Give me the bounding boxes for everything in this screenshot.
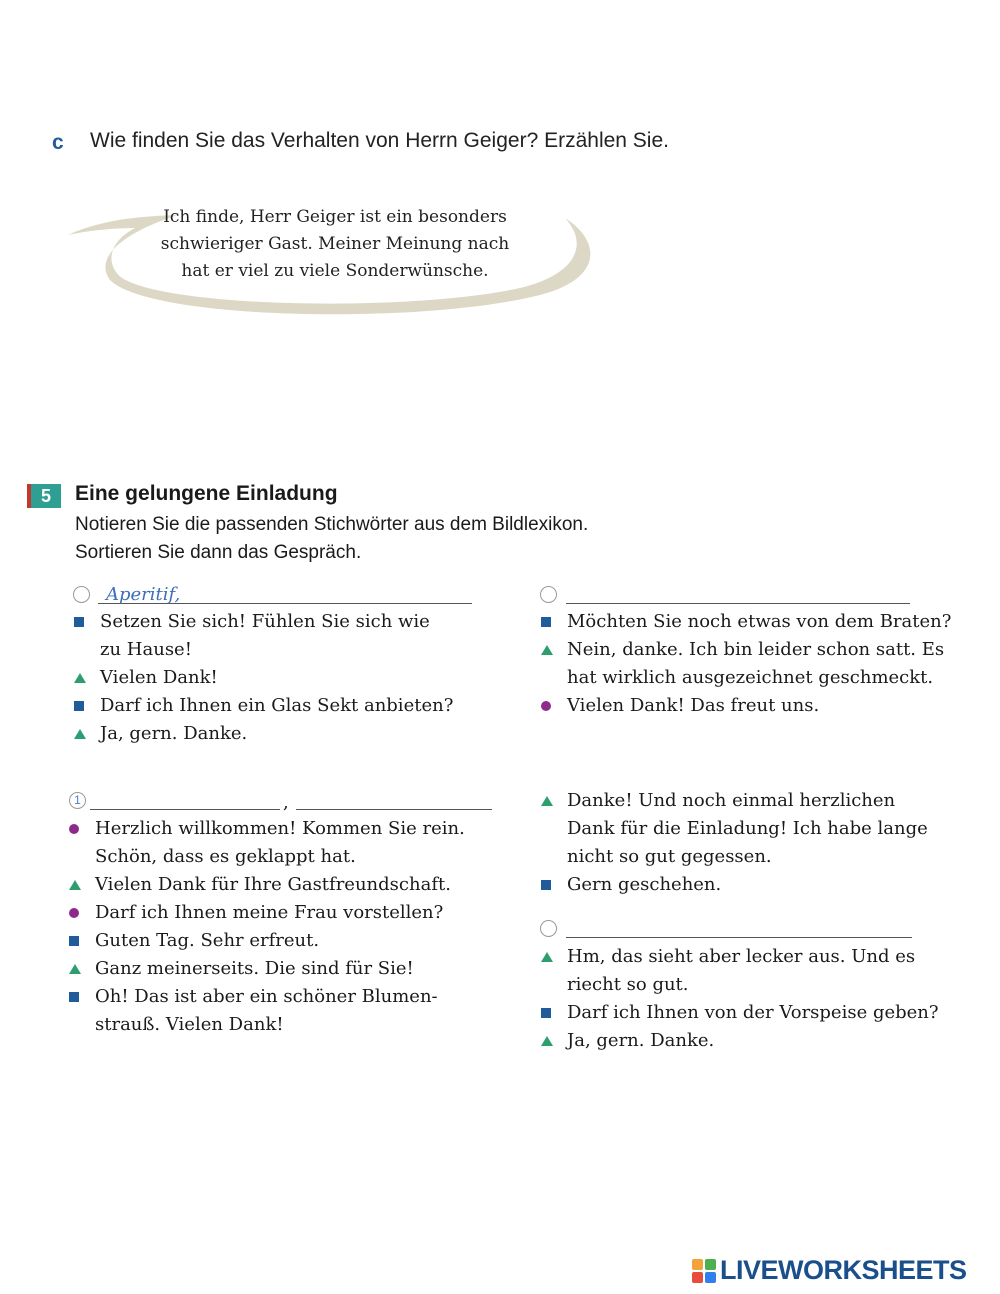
dialogue-line: Dank für die Einladung! Ich habe lange xyxy=(567,818,928,839)
order-circle-c[interactable]: 1 xyxy=(69,792,86,809)
triangle-marker-icon xyxy=(541,1036,553,1046)
dialogue-line: Ja, gern. Danke. xyxy=(74,720,453,748)
dialogue-line: riecht so gut. xyxy=(567,974,689,995)
triangle-marker-icon xyxy=(69,964,81,974)
logo-icon xyxy=(692,1259,716,1283)
dialogue-line: nicht so gut gegessen. xyxy=(567,846,772,867)
dialogue-block-c xyxy=(69,815,465,1039)
order-circle-e[interactable] xyxy=(540,920,557,937)
bubble-line: schwieriger Gast. Meiner Meinung nach xyxy=(160,234,510,254)
dialogue-block-b xyxy=(541,608,951,720)
answer-separator: , xyxy=(283,792,289,813)
dialogue-line: hat wirklich ausgezeichnet geschmeckt. xyxy=(567,667,934,688)
dialogue-block-a xyxy=(74,608,453,748)
square-marker-icon xyxy=(69,992,79,1002)
dialogue-line: Ja, gern. Danke. xyxy=(541,1027,939,1055)
logo-tile xyxy=(692,1272,703,1283)
logo-tile xyxy=(692,1259,703,1270)
square-marker-icon xyxy=(74,617,84,627)
bubble-line: hat er viel zu viele Sonderwünsche. xyxy=(181,261,489,281)
dialogue-line: Herzlich willkommen! Kommen Sie rein. xyxy=(69,815,465,843)
dot-marker-icon xyxy=(69,908,79,918)
dialogue-block-d xyxy=(541,787,928,899)
logo-tile xyxy=(705,1272,716,1283)
dialogue-line: Vielen Dank! xyxy=(74,664,453,692)
answer-line-c2[interactable] xyxy=(296,809,492,810)
triangle-marker-icon xyxy=(541,645,553,655)
dialogue-line: Gern geschehen. xyxy=(541,871,928,899)
instruction-line: Sortieren Sie dann das Gespräch. xyxy=(75,542,362,563)
exercise-number-badge: 5 xyxy=(27,484,61,508)
dialogue-line: Nein, danke. Ich bin leider schon satt. Es xyxy=(541,636,951,664)
dialogue-line: Vielen Dank! Das freut uns. xyxy=(541,692,951,720)
exercise-title: Eine gelungene Einladung xyxy=(75,482,338,505)
dialogue-line: zu Hause! xyxy=(100,639,192,660)
section-c-letter: c xyxy=(52,131,64,154)
liveworksheets-logo xyxy=(692,1255,967,1286)
triangle-marker-icon xyxy=(541,952,553,962)
logo-text: LIVEWORKSHEETS xyxy=(720,1255,967,1285)
section-c-question: Wie finden Sie das Verhalten von Herrn Geiger? Erzählen Sie. xyxy=(90,129,669,152)
dialogue-line: Oh! Das ist aber ein schöner Blumen- xyxy=(69,983,465,1011)
answer-line-b[interactable] xyxy=(566,603,910,604)
square-marker-icon xyxy=(541,1008,551,1018)
square-marker-icon xyxy=(69,936,79,946)
dialogue-line: Setzen Sie sich! Fühlen Sie sich wie xyxy=(74,608,453,636)
triangle-marker-icon xyxy=(74,729,86,739)
dialogue-line: Darf ich Ihnen meine Frau vorstellen? xyxy=(69,899,465,927)
speech-bubble-text xyxy=(140,204,530,285)
dialogue-line: Ganz meinerseits. Die sind für Sie! xyxy=(69,955,465,983)
exercise-instructions xyxy=(75,511,588,567)
square-marker-icon xyxy=(541,617,551,627)
square-marker-icon xyxy=(541,880,551,890)
dialogue-line: Vielen Dank für Ihre Gastfreundschaft. xyxy=(69,871,465,899)
answer-line-c1[interactable] xyxy=(90,809,280,810)
triangle-marker-icon xyxy=(74,673,86,683)
dialogue-line: Möchten Sie noch etwas von dem Braten? xyxy=(541,608,951,636)
dialogue-line: Darf ich Ihnen von der Vorspeise geben? xyxy=(541,999,939,1027)
dot-marker-icon xyxy=(69,824,79,834)
dialogue-block-e xyxy=(541,943,939,1055)
dialogue-line: Hm, das sieht aber lecker aus. Und es xyxy=(541,943,939,971)
dialogue-line: Danke! Und noch einmal herzlichen xyxy=(541,787,928,815)
logo-tile xyxy=(705,1259,716,1270)
dialogue-line: Darf ich Ihnen ein Glas Sekt anbieten? xyxy=(74,692,453,720)
answer-text-a: Aperitif, xyxy=(106,584,181,605)
dialogue-line: Schön, dass es geklappt hat. xyxy=(95,846,356,867)
dialogue-line: strauß. Vielen Dank! xyxy=(95,1014,284,1035)
answer-line-e[interactable] xyxy=(566,937,912,938)
square-marker-icon xyxy=(74,701,84,711)
dialogue-line: Guten Tag. Sehr erfreut. xyxy=(69,927,465,955)
triangle-marker-icon xyxy=(541,796,553,806)
triangle-marker-icon xyxy=(69,880,81,890)
order-circle-a[interactable] xyxy=(73,586,90,603)
instruction-line: Notieren Sie die passenden Stichwörter aus dem Bildlexikon. xyxy=(75,514,589,535)
bubble-line: Ich finde, Herr Geiger ist ein besonders xyxy=(163,207,507,227)
order-circle-b[interactable] xyxy=(540,586,557,603)
dot-marker-icon xyxy=(541,701,551,711)
